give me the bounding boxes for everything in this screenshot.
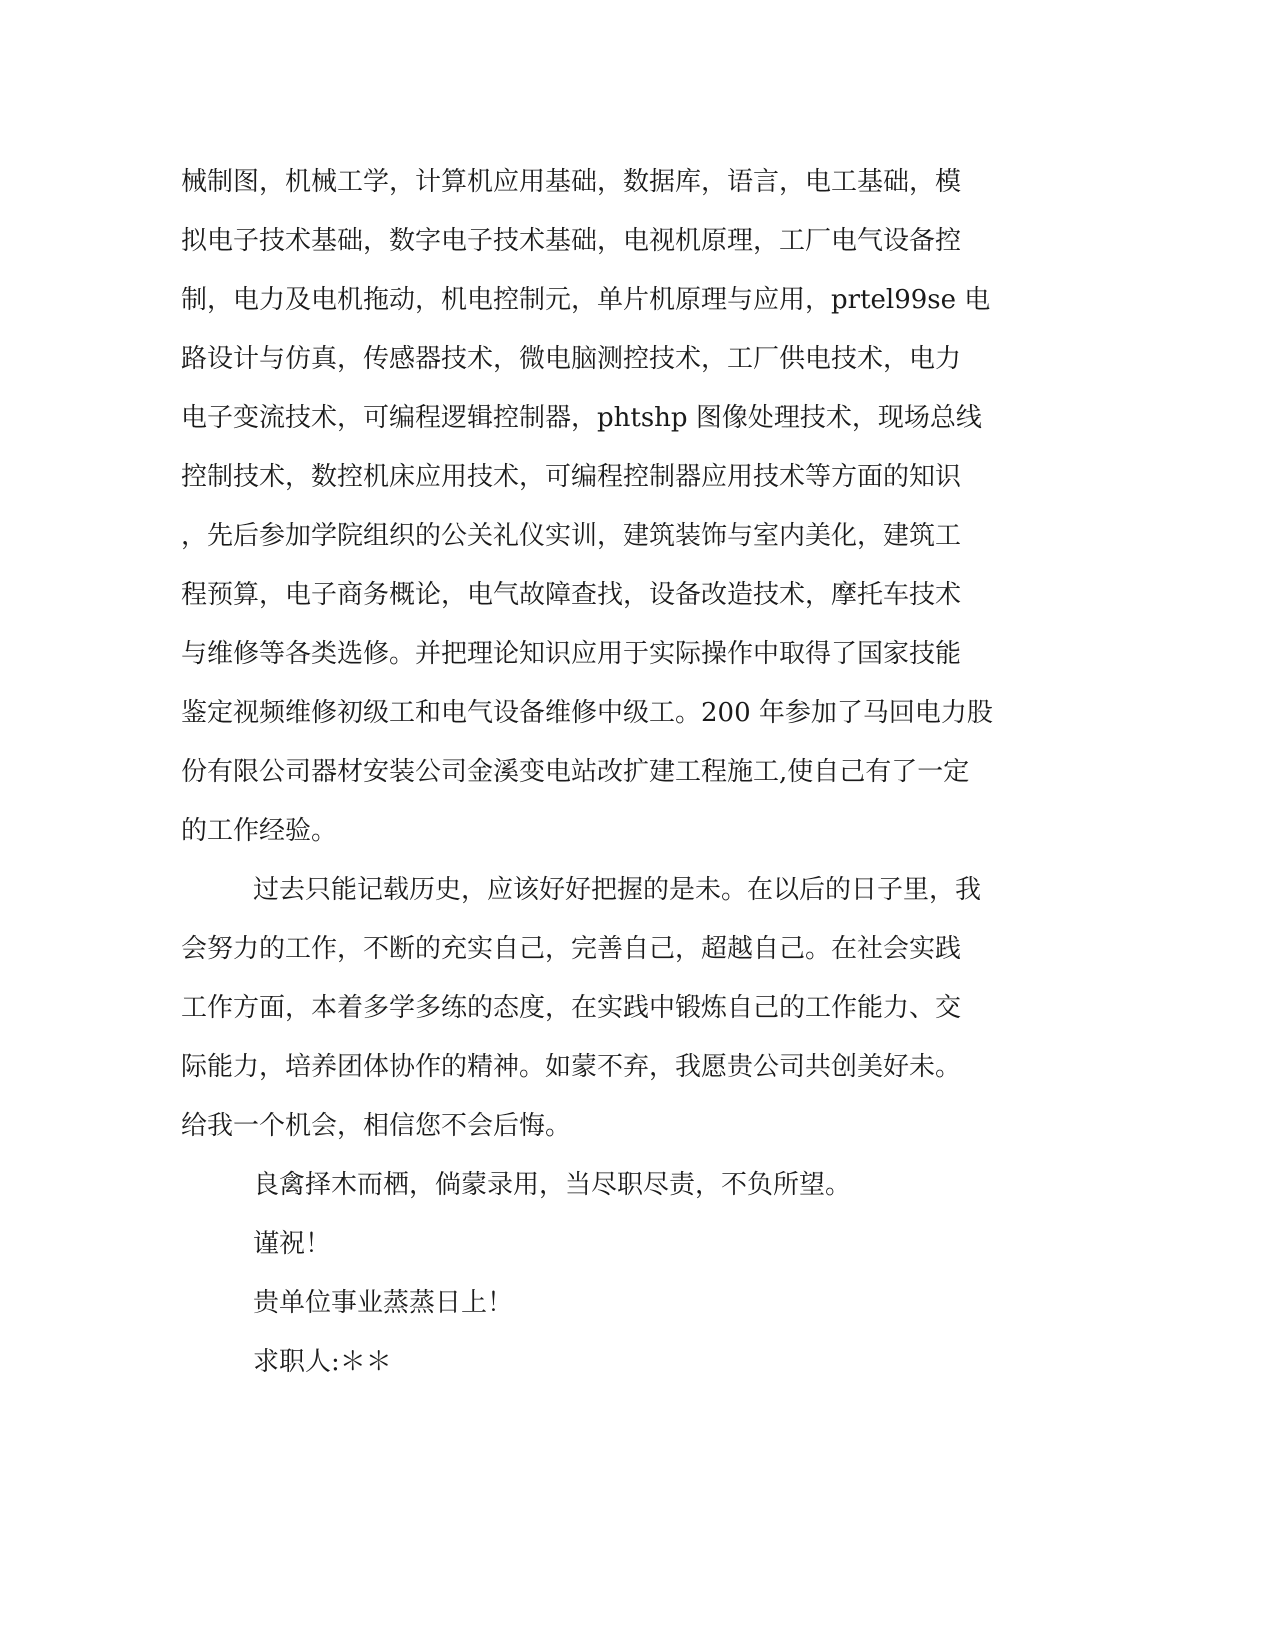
text-line: 际能力，培养团体协作的精神。如蒙不弃，我愿贵公司共创美好未。	[181, 1052, 962, 1082]
wish-line: 贵单位事业蒸蒸日上！	[253, 1288, 514, 1318]
paragraph-future	[181, 861, 1041, 1156]
text-line: 给我一个机会，相信您不会后悔。	[181, 1111, 572, 1141]
text-line: 工作方面，本着多学多练的态度，在实践中锻炼自己的工作能力、交	[181, 993, 962, 1023]
text-line: 拟电子技术基础，数字电子技术基础，电视机原理，工厂电气设备控	[181, 226, 962, 256]
text-line: 份有限公司器材安装公司金溪变电站改扩建工程施工,使自己有了一定	[181, 757, 970, 787]
paragraph-education	[181, 153, 1041, 861]
text-line: 过去只能记载历史，应该好好把握的是未。在以后的日子里，我	[253, 875, 982, 905]
text-line: ，先后参加学院组织的公关礼仪实训，建筑装饰与室内美化，建筑工	[181, 521, 962, 551]
text-line: 路设计与仿真，传感器技术，微电脑测控技术，工厂供电技术，电力	[181, 344, 962, 374]
text-line: 电子变流技术，可编程逻辑控制器，phtshp 图像处理技术，现场总线	[181, 403, 982, 433]
document-body	[181, 153, 1041, 1392]
text-line: 控制技术，数控机床应用技术，可编程控制器应用技术等方面的知识	[181, 462, 962, 492]
text-line: 的工作经验。	[181, 816, 338, 846]
text-line: 与维修等各类选修。并把理论知识应用于实际操作中取得了国家技能	[181, 639, 962, 669]
text-line: 程预算，电子商务概论，电气故障查找，设备改造技术，摩托车技术	[181, 580, 962, 610]
text-line: 鉴定视频维修初级工和电气设备维修中级工。200 年参加了马回电力股	[181, 698, 993, 728]
closing-line: 良禽择木而栖，倘蒙录用，当尽职尽责，不负所望。	[253, 1170, 852, 1200]
signature: 求职人:＊＊	[253, 1347, 392, 1377]
text-line: 械制图，机械工学，计算机应用基础，数据库，语言，电工基础，模	[181, 167, 962, 197]
text-line: 会努力的工作，不断的充实自己，完善自己，超越自己。在社会实践	[181, 934, 962, 964]
salutation: 谨祝！	[253, 1229, 332, 1259]
text-line: 制，电力及电机拖动，机电控制元，单片机原理与应用，prtel99se 电	[181, 285, 991, 315]
